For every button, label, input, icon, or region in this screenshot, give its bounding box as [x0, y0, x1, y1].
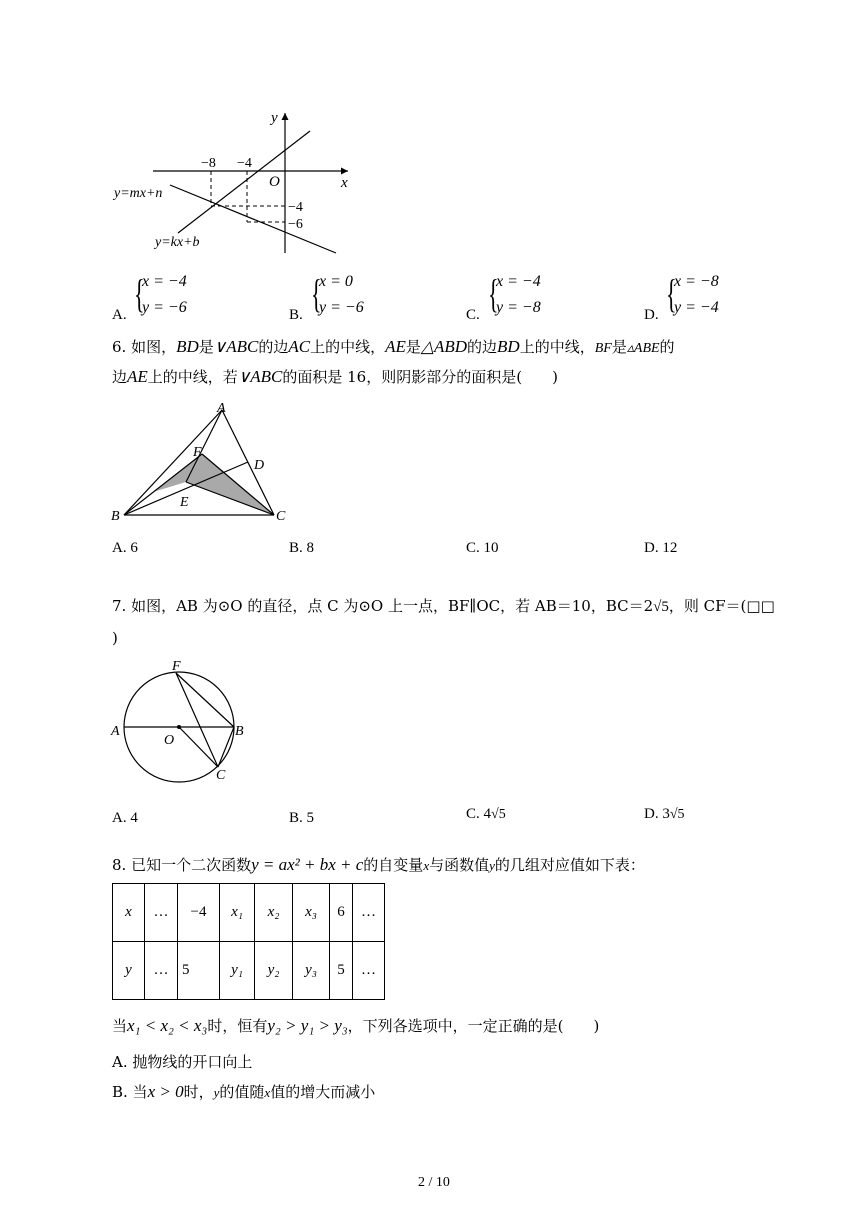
table-cell: …: [145, 942, 178, 1000]
linear-functions-graph: [108, 105, 368, 255]
origin-label: O: [269, 174, 280, 190]
q6-triangle-figure: [108, 398, 298, 526]
q5-option-b-letter[interactable]: B.: [289, 307, 303, 323]
table-cell: …: [353, 884, 385, 942]
q5-option-d-letter[interactable]: D.: [644, 307, 659, 323]
q5-option-c-letter[interactable]: C.: [466, 307, 480, 323]
label-c: C: [276, 509, 286, 524]
table-cell: 5: [330, 942, 353, 1000]
q7-option-a[interactable]: A. 4: [112, 810, 138, 826]
q8-value-table: [112, 883, 385, 1000]
q7-option-c[interactable]: C. 4√5: [466, 806, 506, 822]
q7-question-line2: ): [112, 629, 118, 647]
y-axis-label: y: [271, 110, 278, 126]
q6-option-c[interactable]: C. 10: [466, 540, 499, 556]
label-a: A: [111, 724, 120, 739]
table-cell: y₂: [255, 942, 293, 1000]
table-cell: x₃: [293, 884, 330, 942]
q5-option-c-system: { x = −4 y = −8: [488, 271, 541, 316]
table-cell: x₂: [255, 884, 293, 942]
q8-option-a[interactable]: A. 抛物线的开口向上: [112, 1053, 253, 1071]
table-cell: x₁: [220, 884, 255, 942]
table-cell: 5: [178, 942, 220, 1000]
q6-option-a[interactable]: A. 6: [112, 540, 138, 556]
label-b: B: [235, 724, 244, 739]
tick-label-m4: −4: [237, 156, 252, 171]
brace-icon: {: [134, 271, 145, 316]
tick-label-y-m6: −6: [288, 217, 303, 232]
label-o: O: [164, 733, 175, 748]
q8-condition: 当x₁ < x₂ < x₃时，恒有y₂ > y₁ > y₃，下列各选项中，一定正确的是( ): [112, 1016, 600, 1035]
brace-icon: {: [311, 271, 322, 316]
table-cell: y₁: [220, 942, 255, 1000]
brace-icon: {: [666, 271, 677, 316]
table-cell: …: [145, 884, 178, 942]
q8-option-b[interactable]: B. 当x > 0时，y的值随x值的增大而减小: [112, 1082, 376, 1101]
label-b: B: [111, 509, 120, 524]
q7-option-d[interactable]: D. 3√5: [644, 806, 685, 822]
x-axis-label: x: [341, 175, 348, 191]
q7-option-b[interactable]: B. 5: [289, 810, 315, 826]
q6-question-line2: 边AE上的中线，若∨ABC的面积是 16，则阴影部分的面积是( ): [112, 367, 558, 386]
label-f: F: [172, 659, 181, 674]
table-row-y: [113, 942, 385, 1000]
label-d: D: [254, 458, 265, 473]
q5-option-a-letter[interactable]: A.: [112, 307, 127, 323]
table-cell: …: [353, 942, 385, 1000]
table-cell: x: [113, 884, 145, 942]
tick-label-m8: −8: [201, 156, 216, 171]
label-e: E: [180, 495, 189, 510]
label-a: A: [217, 401, 226, 416]
table-cell: −4: [178, 884, 220, 942]
q7-circle-figure: [108, 655, 258, 785]
table-cell: y₃: [293, 942, 330, 1000]
q7-question-line1: 7. 如图，AB 为⊙O 的直径，点 C 为⊙O 上一点，BF∥OC，若 AB＝10，BC＝2√5，则 CF＝(□□: [112, 597, 775, 615]
line2-label: y=kx+b: [155, 235, 200, 250]
q5-option-b-system: { x = 0 y = −6: [311, 271, 364, 316]
table-cell: y: [113, 942, 145, 1000]
table-cell: 6: [330, 884, 353, 942]
page-number: 2 / 10: [418, 1175, 450, 1190]
center-point: [177, 725, 181, 729]
label-c: C: [216, 768, 226, 783]
q6-option-d[interactable]: D. 12: [644, 540, 678, 556]
brace-icon: {: [488, 271, 499, 316]
label-f: F: [193, 445, 202, 460]
q8-question: 8. 已知一个二次函数y = ax² + bx + c的自变量x与函数值y的几组对应值如下表：: [112, 855, 645, 874]
q6-question-line1: 6. 如图，BD是∨ABC的边AC上的中线，AE是△ABD的边BD上的中线，BF是▵ABE的: [112, 337, 675, 356]
q6-option-b[interactable]: B. 8: [289, 540, 315, 556]
table-row-x: [113, 884, 385, 942]
line1-label: y=mx+n: [114, 186, 163, 201]
tick-label-y-m4: −4: [288, 200, 303, 215]
q5-option-d-system: { x = −8 y = −4: [666, 271, 719, 316]
q5-option-a-system: { x = −4 y = −6: [134, 271, 187, 316]
